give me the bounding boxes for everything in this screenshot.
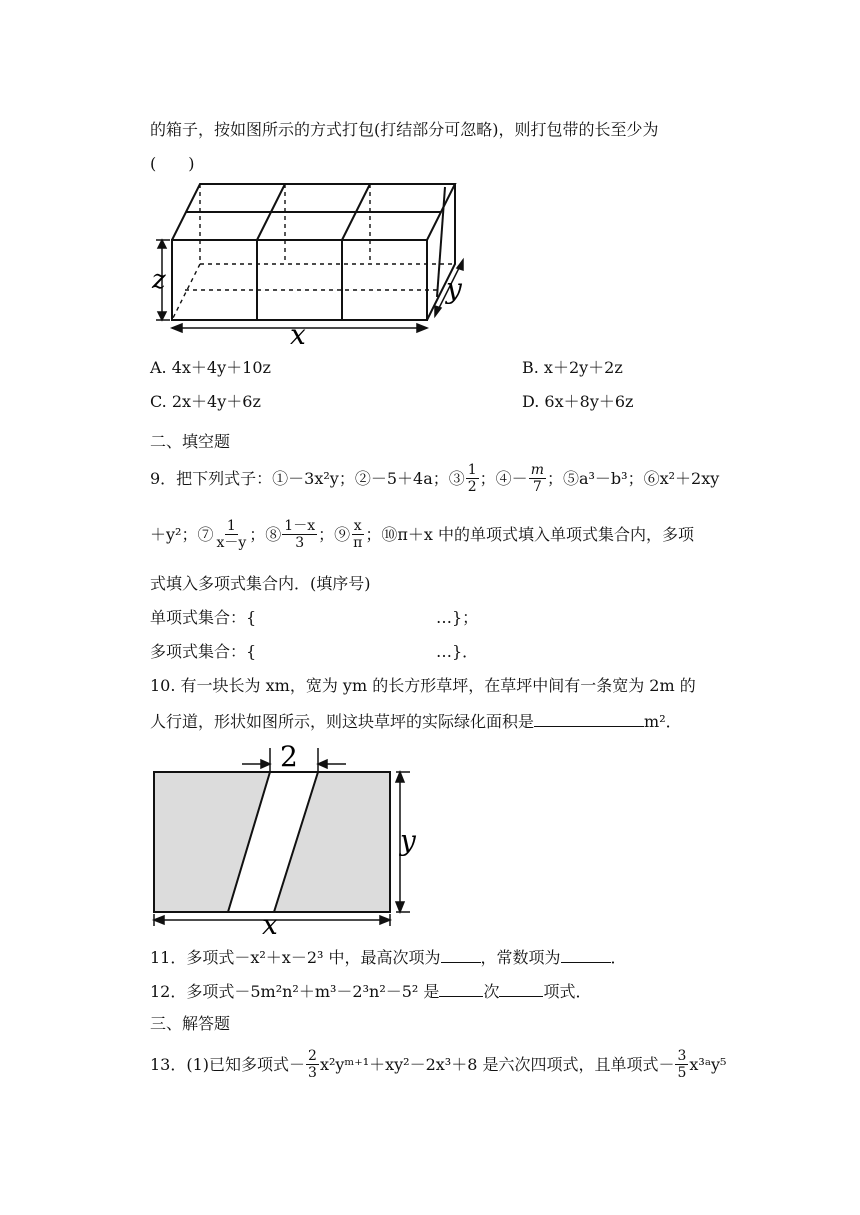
q12-prefix: 12．多项式－5m²n²＋m³－2³n²－5² 是 — [150, 982, 440, 1001]
q9-line2-suffix: ；⑩π＋x 中的单项式填入单项式集合内，多项 — [365, 524, 694, 544]
q12-mid: 次 — [483, 982, 500, 1001]
option-b: B. x＋2y＋2z — [522, 358, 623, 377]
y-label: y — [446, 272, 462, 305]
fraction-3 — [466, 462, 479, 495]
fraction-4 — [529, 462, 546, 495]
option-a: A. 4x＋4y＋10z — [150, 358, 271, 377]
x-label: x — [262, 908, 278, 936]
y-label: y — [400, 824, 416, 857]
q9-item4-prefix: ；④－ — [479, 468, 528, 488]
width-2-label: 2 — [280, 742, 298, 773]
q12-line — [150, 982, 591, 1000]
q10-line2 — [150, 712, 682, 730]
frac-den: 5 — [677, 1065, 687, 1081]
section-2-heading: 二、填空题 — [150, 432, 231, 451]
frac-num: 3 — [677, 1048, 687, 1064]
fraction-7 — [214, 518, 248, 551]
q9-line1-prefix: 9．把下列式子：①－3x²y；②－5＋4a；③ — [150, 468, 465, 488]
q11-end: ． — [610, 948, 627, 967]
z-label: z — [152, 265, 166, 295]
q8-stem: 的箱子，按如图所示的方式打包(打结部分可忽略)，则打包带的长至少为 — [150, 120, 659, 139]
answer-blank[interactable] — [441, 948, 481, 963]
fraction-8 — [282, 518, 317, 551]
frac-num: m — [530, 462, 544, 478]
q10-line2-suffix: m²． — [644, 712, 682, 731]
frac-num: 1 — [467, 462, 477, 478]
q9-line2-prefix: ＋y²；⑦ — [150, 524, 214, 544]
frac-num: 1－x — [284, 518, 316, 534]
answer-blank[interactable] — [561, 948, 611, 963]
fraction-9 — [351, 518, 364, 551]
q12-end: 项式． — [543, 982, 592, 1001]
q9-line1 — [150, 462, 719, 495]
polynomial-set-label: 多项式集合：{ — [150, 642, 257, 661]
fraction-3-5 — [675, 1048, 688, 1081]
answer-blank[interactable] — [534, 712, 644, 727]
option-d: D. 6x＋8y＋6z — [522, 392, 634, 411]
frac-den: π — [353, 535, 363, 551]
q9-line1-suffix: ；⑤a³－b³；⑥x²＋2xy — [546, 468, 720, 488]
lawn-figure — [148, 742, 420, 936]
frac-den: 3 — [308, 1065, 317, 1081]
frac-den: 7 — [532, 479, 542, 495]
q13-prefix: 13．(1)已知多项式－ — [150, 1054, 306, 1074]
section-3-heading: 三、解答题 — [150, 1014, 231, 1033]
monomial-set-label: 单项式集合：{ — [150, 608, 257, 627]
frac-num: x — [353, 518, 362, 534]
fraction-2-3 — [306, 1048, 319, 1081]
answer-blank[interactable] — [439, 982, 483, 997]
q9-item8-prefix: ；⑧ — [249, 524, 282, 544]
q10-line1: 10. 有一块长为 xm，宽为 ym 的长方形草坪，在草坪中间有一条宽为 2m 的 — [150, 676, 696, 695]
answer-blank[interactable] — [499, 982, 543, 997]
q13-mid: x²yᵐ⁺¹＋xy²－2x³＋8 是六次四项式，且单项式－ — [319, 1054, 675, 1074]
q9-line2 — [150, 518, 694, 551]
option-c: C. 2x＋4y＋6z — [150, 392, 261, 411]
x-label: x — [290, 318, 306, 350]
box-figure — [150, 182, 475, 350]
monomial-set-end: …}； — [436, 608, 479, 627]
q13-line — [150, 1048, 726, 1081]
frac-den: 2 — [467, 479, 477, 495]
frac-den: x－y — [216, 535, 247, 551]
q13-end: x³ᵃy⁵ — [689, 1054, 727, 1074]
frac-num: 2 — [308, 1048, 317, 1064]
polynomial-set-end: …}． — [436, 642, 479, 661]
frac-den: 3 — [295, 535, 305, 551]
frac-num: 1 — [226, 518, 236, 534]
q8-answer-paren: ( ) — [150, 154, 195, 173]
q9-item9-prefix: ；⑨ — [318, 524, 351, 544]
q9-line3: 式填入多项式集合内．(填序号) — [150, 574, 371, 593]
q11-prefix: 11．多项式－x²＋x－2³ 中，最高次项为 — [150, 948, 441, 967]
q10-line2-prefix: 人行道，形状如图所示，则这块草坪的实际绿化面积是 — [150, 712, 535, 731]
q11-mid: ，常数项为 — [480, 948, 561, 967]
q11-line — [150, 948, 627, 966]
